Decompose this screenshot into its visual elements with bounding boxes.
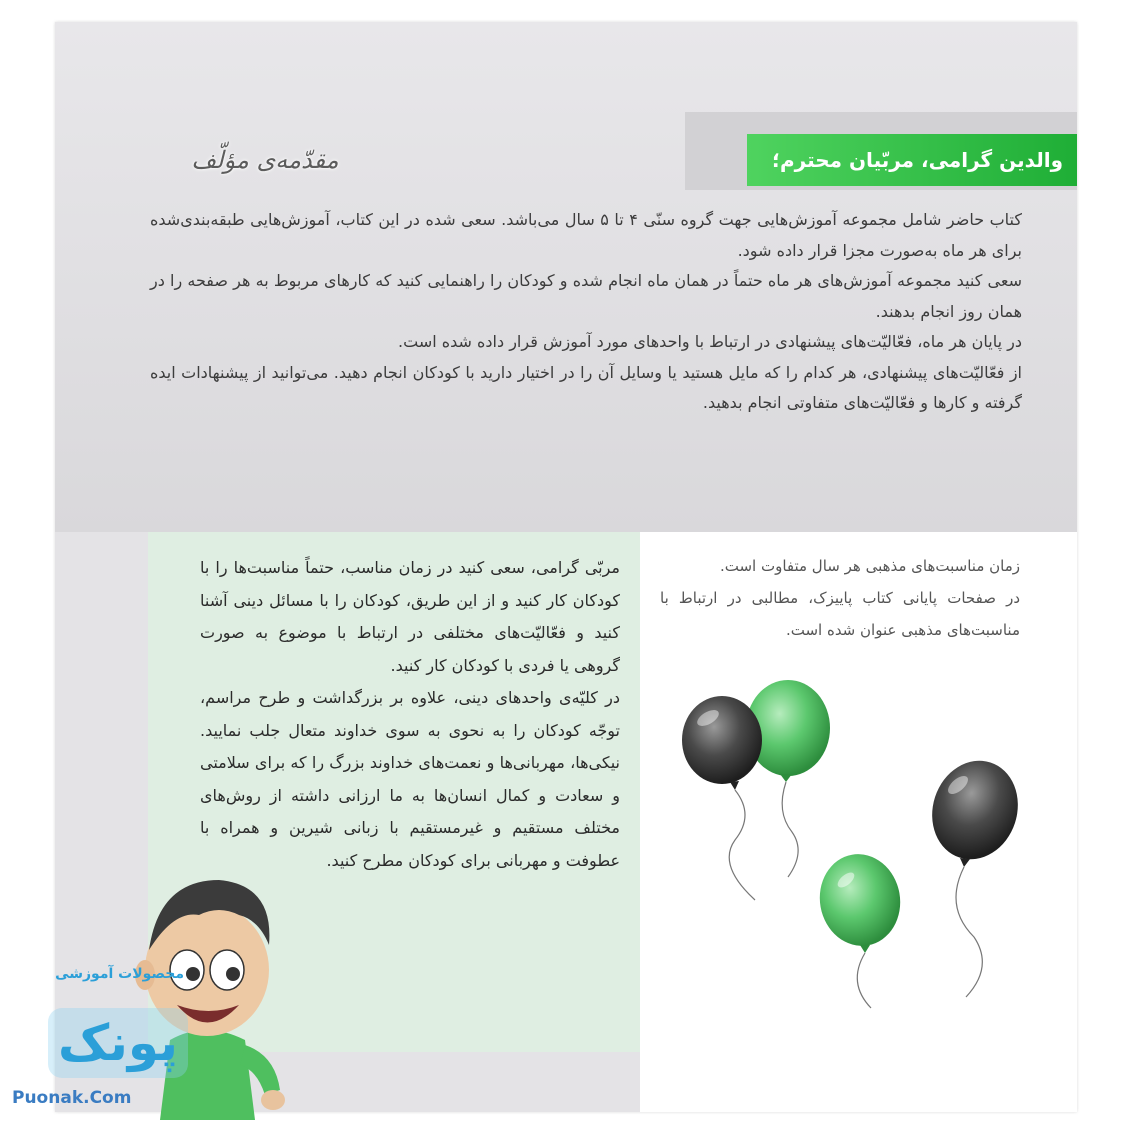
intro-paragraph: در پایان هر ماه، فعّالیّت‌های پیشنهادی در ارتباط با واحدهای مورد آموزش قرار داده شده است. (398, 332, 1022, 351)
watermark-brand: پونک (57, 1014, 179, 1072)
puonak-logo-icon (38, 988, 198, 1088)
watermark-tagline: محصولات آموزشی (55, 966, 184, 982)
puonak-watermark-logo (8, 960, 188, 1110)
left-paragraph: در کلیّه‌ی واحدهای دینی، علاوه بر بزرگداشت و طرح مراسم، توجّه کودکان را به نحوی به سوی خداوند متعال جلب نمایید. نیکی‌ها، مهربانی‌ها و نعمت‌های خداوند بزرگ را که برای سلامتی و سعادت و کمال انسان‌ها به ما ارزانی داشته از روش‌های مختلف مستقیم و غیرمستقیم با زبانی شیرین و همراه با عطوفت و مهربانی برای کودکان مطرح کنید. (200, 688, 620, 870)
right-column-text (660, 550, 1020, 646)
author-intro-title: مقدّمه‌ی مؤلّف (191, 146, 339, 174)
watermark-site: Puonak.Com (12, 1088, 132, 1108)
green-title-bar: والدین گرامی، مربّیان محترم؛ (747, 134, 1077, 186)
intro-paragraph: کتاب حاضر شامل مجموعه آموزش‌هایی جهت گروه سنّی ۴ تا ۵ سال می‌باشد. سعی شده در این کتاب، آموزش‌هایی طبقه‌بندی‌شده برای هر ماه به‌صورت مجزا قرار داده شود. (150, 210, 1022, 260)
intro-text (150, 205, 1022, 419)
green-balloon-bottom (813, 848, 908, 1008)
balloons-illustration (660, 680, 1030, 1040)
dark-balloon-left (682, 696, 762, 900)
green-balloon-top (746, 680, 830, 877)
intro-paragraph: سعی کنید مجموعه آموزش‌های هر ماه حتماً در همان ماه انجام شده و کودکان را راهنمایی کنید که کارهای مربوط به هر صفحه را در همان روز انجام بدهند. (150, 271, 1022, 321)
right-paragraph: زمان مناسبت‌های مذهبی هر سال متفاوت است. (719, 557, 1020, 575)
dark-balloon-right (920, 749, 1030, 997)
left-paragraph: مربّی گرامی، سعی کنید در زمان مناسب، حتماً مناسبت‌ها را با کودکان کار کنید و از این طریق، کودکان را با مسائل دینی آشنا کنید و فعّالیّت‌های مختلفی در ارتباط با موضوع به صورت گروهی یا فردی با کودکان کار کنید. (200, 558, 620, 675)
intro-paragraph: از فعّالیّت‌های پیشنهادی، هر کدام را که مایل هستید یا وسایل آن را در اختیار دارید با کودکان انجام دهید. می‌توانید از پیشنهادات ایده گرفته و کارها و فعّالیّت‌های متفاوتی انجام بدهید. (150, 362, 1022, 412)
left-column-text (200, 552, 620, 877)
right-paragraph: در صفحات پایانی کتاب پاییزک، مطالبی در ارتباط با مناسبت‌های مذهبی عنوان شده است. (660, 589, 1020, 639)
